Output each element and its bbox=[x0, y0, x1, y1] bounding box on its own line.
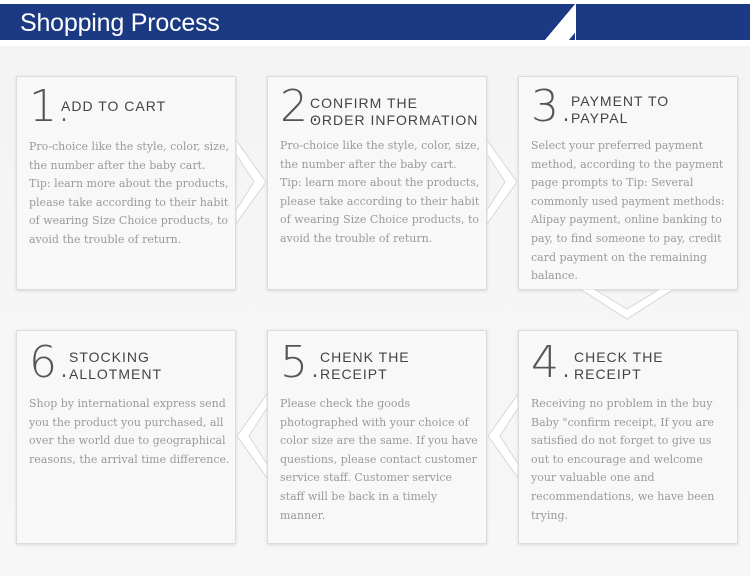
step-title bbox=[61, 98, 166, 115]
step-title bbox=[574, 349, 664, 383]
step-card-add-to-cart bbox=[16, 76, 236, 290]
step-title-line1: ADD TO CART bbox=[61, 98, 167, 114]
step-number: 5. bbox=[280, 337, 322, 388]
step-number: 4. bbox=[531, 337, 573, 388]
arrow-right-icon bbox=[487, 140, 519, 224]
step-description: Pro-choice like the style, color, size, the number after the baby cart. Tip: learn more about the products, please take according to their habit of wearing Size Choice products, to avoid the trouble of return. bbox=[280, 139, 481, 245]
step-title-line2: ORDER INFORMATION bbox=[310, 112, 479, 128]
step-description: Shop by international express send you the product you purchased, all over the world due to geographical reasons, the arrival time difference. bbox=[29, 397, 230, 466]
step-number: 1. bbox=[29, 81, 71, 132]
step-number: 6. bbox=[29, 337, 71, 388]
step-description: Select your preferred payment method, according to the payment page prompts to Tip: Several commonly used payment methods: Alipay payment, online banking to pay, to find someone to pay, credit card payment on the remaining balance. bbox=[531, 139, 725, 283]
step-number: 3. bbox=[531, 81, 573, 132]
step-title-line1: CHECK THE bbox=[574, 349, 664, 365]
step-description: Pro-choice like the style, color, size, the number after the baby cart. Tip: learn more about the products, please take according to their habit of wearing Size Choice products, to avoid the trouble of return. bbox=[29, 140, 230, 246]
step-card-payment bbox=[518, 76, 738, 290]
step-title bbox=[310, 95, 478, 129]
header-tail bbox=[576, 4, 750, 40]
step-description: Please check the goods photographed with your choice of color size are the same. If you have questions, please contact customer service staff. Customer service staff will be back in a timely manner. bbox=[280, 397, 478, 522]
step-title-line1: PAYMENT TO bbox=[571, 93, 670, 109]
step-title-line1: CHENK THE bbox=[320, 349, 410, 365]
step-title bbox=[571, 93, 669, 127]
step-number: 2. bbox=[280, 81, 322, 132]
step-title bbox=[320, 349, 410, 383]
step-card-confirm-receipt bbox=[518, 330, 738, 544]
step-title bbox=[69, 349, 162, 383]
step-title-line2: PAYPAL bbox=[571, 110, 629, 126]
arrow-left-icon bbox=[486, 394, 518, 478]
arrow-left-icon bbox=[235, 394, 267, 478]
step-card-confirm-order bbox=[267, 76, 487, 290]
step-title-line2: RECEIPT bbox=[320, 366, 388, 382]
step-title-line1: CONFIRM THE bbox=[310, 95, 418, 111]
arrow-down-icon bbox=[580, 289, 674, 321]
header bbox=[0, 0, 750, 42]
step-card-stocking-allotment bbox=[16, 330, 236, 544]
step-card-check-receipt bbox=[267, 330, 487, 544]
step-title-line1: STOCKING bbox=[69, 349, 150, 365]
step-description: Receiving no problem in the buy Baby "confirm receipt, If you are satisfied do not forget to give us out to encourage and welcome your valuable one and recommendations, we have been trying. bbox=[531, 397, 715, 522]
step-title-line2: ALLOTMENT bbox=[69, 366, 163, 382]
arrow-right-icon bbox=[236, 140, 268, 224]
page-title: Shopping Process bbox=[20, 9, 220, 37]
step-title-line2: RECEIPT bbox=[574, 366, 642, 382]
